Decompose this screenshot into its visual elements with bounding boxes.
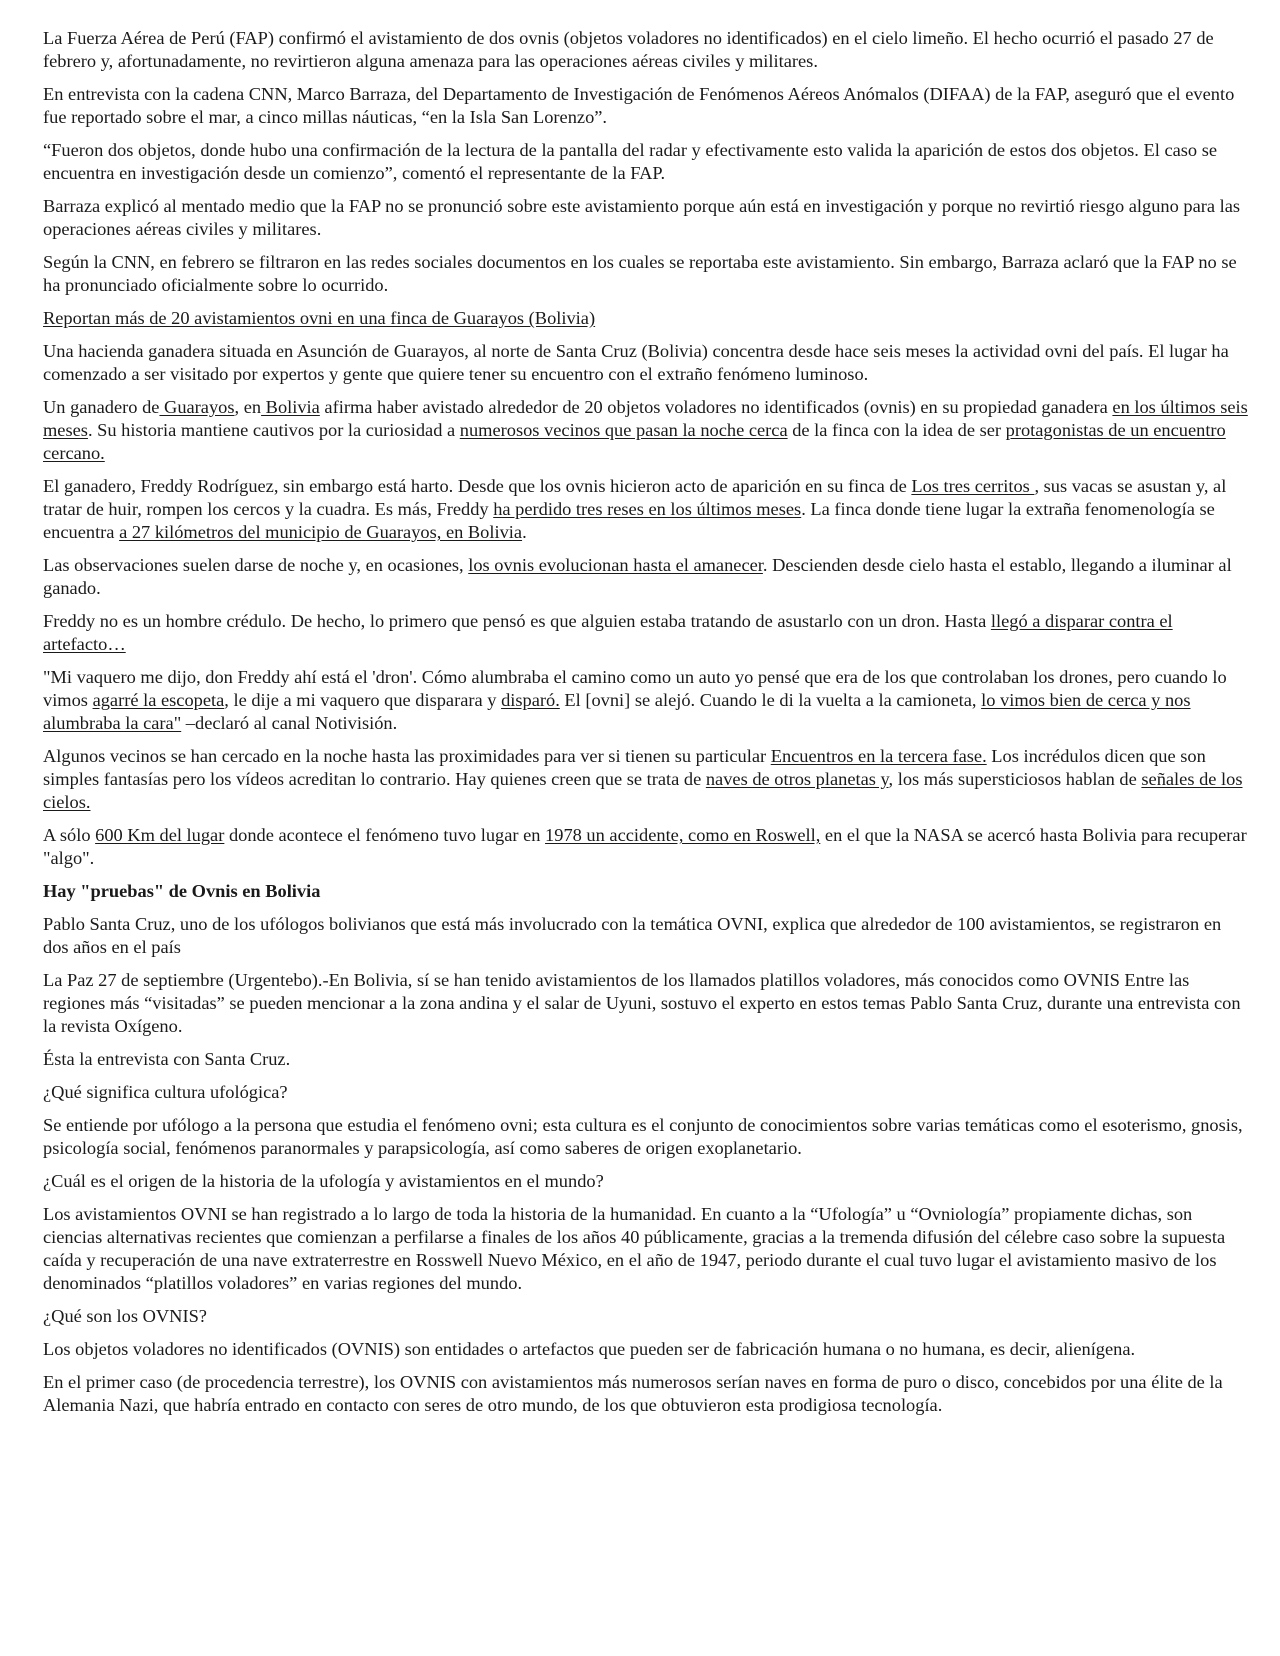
text: , le dije a mi vaquero que disparara y bbox=[224, 690, 502, 710]
inline-link[interactable]: Los tres cerritos bbox=[911, 476, 1035, 496]
text: . Su historia mantiene cautivos por la curiosidad a bbox=[87, 420, 460, 440]
text: de la finca con la idea de ser bbox=[787, 420, 1006, 440]
inline-link[interactable]: protagonistas de un encuentro cercano. bbox=[43, 420, 1226, 463]
text: "Mi vaquero me dijo, don Freddy ahí está el 'dron'. Cómo alumbraba el camino como un auto yo pensé que era de los que controlaban los drones, pero cuando lo vimos bbox=[43, 667, 1227, 710]
text: El [ovni] se alejó. Cuando le di la vuelta a la camioneta, bbox=[559, 690, 982, 710]
paragraph bbox=[43, 475, 1248, 544]
text: afirma haber avistado alrededor de 20 objetos voladores no identificados (ovnis) en su propiedad ganadera bbox=[319, 397, 1113, 417]
paragraph bbox=[43, 824, 1248, 870]
answer: Los avistamientos OVNI se han registrado a lo largo de toda la historia de la humanidad. En cuanto a la “Ufología” u “Ovniología” propiamente dichas, son ciencias alternativas recientes que comienzan a perfilarse a finales de los años 40 públicamente, gracias a la tremenda difusión del célebre caso sobre la supuesta caída y recuperación de una nave extraterrestre en Rosswell Nuevo México, en el año de 1947, periodo durante el cual tuvo lugar el avistamiento masivo de los denominados “platillos voladores” en varias regiones del mundo. bbox=[43, 1204, 1226, 1293]
inline-link[interactable]: Encuentros en la tercera fase. bbox=[770, 746, 987, 766]
document-body bbox=[43, 27, 1248, 1427]
text: , sus vacas se asustan y, al tratar de huir, rompen los cercos y la cuadra. Es más, Freddy bbox=[43, 476, 1227, 519]
paragraph: “Fueron dos objetos, donde hubo una confirmación de la lectura de la pantalla del radar y efectivamente esto valida la aparición de estos dos objetos. El caso se encuentra en investigación desde un comienzo”, comentó el representante de la FAP. bbox=[43, 140, 1218, 183]
headline-link[interactable]: Reportan más de 20 avistamientos ovni en una finca de Guarayos (Bolivia) bbox=[43, 308, 596, 328]
text: –declaró al canal Notivisión. bbox=[181, 713, 398, 733]
text: Los incrédulos dicen que son simples fantasías pero los vídeos acreditan lo contrario. Hay quienes creen que se trata de bbox=[43, 746, 1206, 789]
inline-link[interactable]: Bolivia bbox=[261, 397, 320, 417]
text: A sólo bbox=[43, 825, 96, 845]
inline-link[interactable]: señales de los cielos. bbox=[43, 769, 1243, 812]
question: ¿Qué significa cultura ufológica? bbox=[43, 1082, 288, 1102]
text: Freddy no es un hombre crédulo. De hecho, lo primero que pensó es que alguien estaba tratando de asustarlo con un dron. Hasta bbox=[43, 611, 991, 631]
text: Un ganadero de bbox=[43, 397, 160, 417]
inline-link[interactable]: los ovnis evolucionan hasta el amanecer bbox=[468, 555, 763, 575]
text: . bbox=[522, 522, 527, 542]
paragraph bbox=[43, 396, 1248, 465]
paragraph bbox=[43, 745, 1248, 814]
text: donde acontece el fenómeno tuvo lugar en bbox=[224, 825, 546, 845]
text: Algunos vecinos se han cercado en la noche hasta las proximidades para ver si tienen su particular bbox=[43, 746, 771, 766]
paragraph bbox=[43, 610, 1248, 656]
inline-link[interactable]: agarré la escopeta bbox=[92, 690, 225, 710]
text: , los más supersticiosos hablan de bbox=[888, 769, 1142, 789]
inline-link[interactable]: naves de otros planetas y bbox=[705, 769, 889, 789]
text: Las observaciones suelen darse de noche y, en ocasiones, bbox=[43, 555, 469, 575]
paragraph: Ésta la entrevista con Santa Cruz. bbox=[43, 1049, 291, 1069]
inline-link[interactable]: Guarayos bbox=[159, 397, 235, 417]
inline-link[interactable]: 1978 un accidente, como en Roswell, bbox=[545, 825, 821, 845]
inline-link[interactable]: lo vimos bien de cerca y nos alumbraba la cara" bbox=[43, 690, 1191, 733]
inline-link[interactable]: llegó a disparar contra el artefacto… bbox=[43, 611, 1173, 654]
paragraph bbox=[43, 554, 1248, 600]
inline-link[interactable]: numerosos vecinos que pasan la noche cerca bbox=[459, 420, 788, 440]
text: . La finca donde tiene lugar la extraña fenomenología se encuentra bbox=[43, 499, 1215, 542]
answer: En el primer caso (de procedencia terrestre), los OVNIS con avistamientos más numerosos serían naves en forma de puro o disco, concebidos por una élite de la Alemania Nazi, que habría entrado en contacto con seres de otro mundo, de los que obtuvieron esta prodigiosa tecnología. bbox=[43, 1372, 1223, 1415]
section-heading: Hay "pruebas" de Ovnis en Bolivia bbox=[43, 881, 321, 901]
inline-link[interactable]: en los últimos seis meses bbox=[43, 397, 1248, 440]
headline-link-paragraph bbox=[43, 307, 1248, 330]
inline-link[interactable]: 600 Km del lugar bbox=[95, 825, 225, 845]
inline-link[interactable]: ha perdido tres reses en los últimos meses bbox=[493, 499, 802, 519]
text: en el que la NASA se acercó hasta Bolivia para recuperar "algo". bbox=[43, 825, 1247, 868]
answer: Se entiende por ufólogo a la persona que estudia el fenómeno ovni; esta cultura es el conjunto de conocimientos sobre varias temáticas como el esoterismo, gnosis, psicología social, fenómenos paranormales y parapsicología, así como saberes de origen exoplanetario. bbox=[43, 1115, 1243, 1158]
question: ¿Qué son los OVNIS? bbox=[43, 1306, 207, 1326]
inline-link[interactable]: disparó. bbox=[501, 690, 560, 710]
question: ¿Cuál es el origen de la historia de la ufología y avistamientos en el mundo? bbox=[43, 1171, 604, 1191]
paragraph: Una hacienda ganadera situada en Asunción de Guarayos, al norte de Santa Cruz (Bolivia) concentra desde hace seis meses la actividad ovni del país. El lugar ha comenzado a ser visitado por expertos y gente que quiere tener su encuentro con el extraño fenómeno luminoso. bbox=[43, 341, 1229, 384]
paragraph bbox=[43, 666, 1248, 735]
text: El ganadero, Freddy Rodríguez, sin embargo está harto. Desde que los ovnis hicieron acto de aparición en su finca de bbox=[43, 476, 912, 496]
paragraph: Barraza explicó al mentado medio que la FAP no se pronunció sobre este avistamiento porque aún está en investigación y porque no revirtió riesgo alguno para las operaciones aéreas civiles y militares. bbox=[43, 196, 1241, 239]
paragraph: En entrevista con la cadena CNN, Marco Barraza, del Departamento de Investigación de Fenómenos Aéreos Anómalos (DIFAA) de la FAP, aseguró que el evento fue reportado sobre el mar, a cinco millas náuticas, “en la Isla San Lorenzo”. bbox=[43, 84, 1235, 127]
inline-link[interactable]: a 27 kilómetros del municipio de Guarayos, en Bolivia bbox=[119, 522, 523, 542]
paragraph: Según la CNN, en febrero se filtraron en las redes sociales documentos en los cuales se reportaba este avistamiento. Sin embargo, Barraza aclaró que la FAP no se ha pronunciado oficialmente sobre lo ocurrido. bbox=[43, 252, 1237, 295]
text: , en bbox=[234, 397, 262, 417]
text: . Descienden desde cielo hasta el establo, llegando a iluminar al ganado. bbox=[43, 555, 1232, 598]
paragraph: La Fuerza Aérea de Perú (FAP) confirmó el avistamiento de dos ovnis (objetos voladores no identificados) en el cielo limeño. El hecho ocurrió el pasado 27 de febrero y, afortunadamente, no revirtieron alguna amenaza para las operaciones aéreas civiles y militares. bbox=[43, 28, 1214, 71]
paragraph: Pablo Santa Cruz, uno de los ufólogos bolivianos que está más involucrado con la temática OVNI, explica que alrededor de 100 avistamientos, se registraron en dos años en el país bbox=[43, 914, 1222, 957]
paragraph: La Paz 27 de septiembre (Urgentebo).-En Bolivia, sí se han tenido avistamientos de los llamados platillos voladores, más conocidos como OVNIS Entre las regiones más “visitadas” se pueden mencionar a la zona andina y el salar de Uyuni, sostuvo el experto en estos temas Pablo Santa Cruz, durante una entrevista con la revista Oxígeno. bbox=[43, 970, 1241, 1036]
answer: Los objetos voladores no identificados (OVNIS) son entidades o artefactos que pueden ser de fabricación humana o no humana, es decir, alienígena. bbox=[43, 1339, 1136, 1359]
